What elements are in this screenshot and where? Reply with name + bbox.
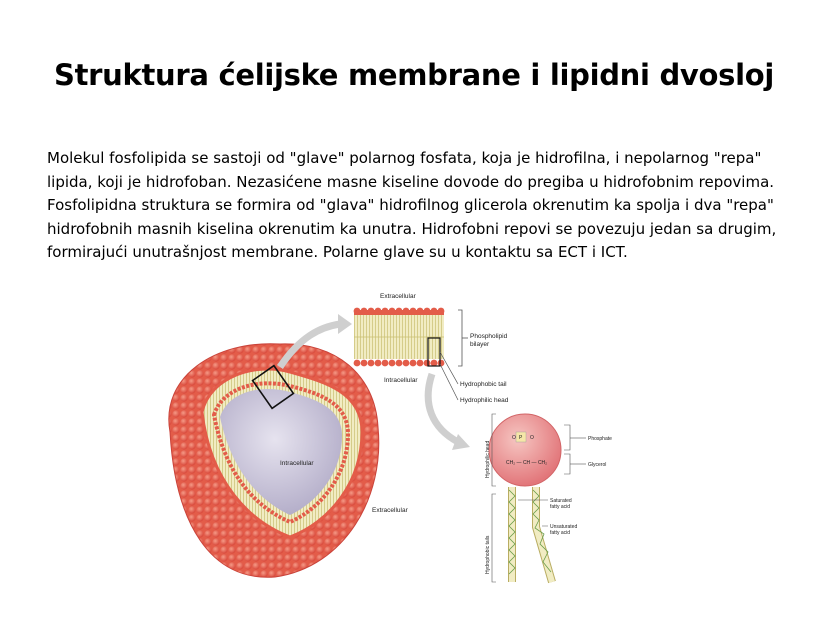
- membrane-figure: [140, 282, 680, 602]
- hydrophobic-tails-axis-label: Hydrophobic tails: [485, 535, 491, 574]
- hydrophilic-head-axis-label: Hydrophilic head: [485, 440, 491, 478]
- saturated-label-2: fatty acid: [550, 504, 571, 510]
- molecule-o2: O: [530, 435, 534, 441]
- molecule-p: P: [519, 435, 523, 441]
- zoom-arrow-1-head: [338, 314, 352, 334]
- molecule-o1: O: [512, 435, 516, 441]
- slide-body-text: Molekul fosfolipida se sastoji od "glave" polarnog fosfata, koja je hidrofilna, i nepolarnog "repa" lipida, koji je hidrofoban. Nezasićene masne kiseline dovode do pregiba u hidrofobnim repovima. Fosfolipidna struktura se formira od "glava" hidrofilnog glicerola okrenutim ka spolja i dva "repa" hidrofobnih masnih kiselina okrenutim ka unutra. Hidrofobni repovi se povezuju jedan sa drugim, formirajući unutrašnjost membrane. Polarne glave su u kontaktu sa ECT i ICT.: [47, 149, 777, 261]
- unsaturated-label-1: Unsaturated: [550, 524, 578, 530]
- glycerol-label: Glycerol: [588, 462, 607, 468]
- hydrophilic-head-label: Hydrophilic head: [460, 397, 509, 404]
- saturated-label-1: Saturated: [550, 498, 572, 504]
- phosphate-label: Phosphate: [588, 436, 612, 442]
- zoom-arrow-2: [428, 374, 458, 442]
- hydrophobic-tail-label: Hydrophobic tail: [460, 381, 507, 388]
- extracellular-top-label: Extracellular: [380, 293, 416, 300]
- unsaturated-label-2: fatty acid: [550, 530, 571, 536]
- intracellular-bilayer-label: Intracellular: [384, 377, 418, 384]
- intracellular-cell-label: Intracellular: [280, 460, 314, 467]
- membrane-diagram: [140, 282, 680, 602]
- slide-title: Struktura ćelijske membrane i lipidni dvosloj: [53, 58, 775, 92]
- extracellular-cell-label: Extracellular: [372, 507, 408, 514]
- phospholipid-molecule: [485, 414, 612, 582]
- phospholipid-label-2: bilayer: [470, 341, 490, 348]
- cell-sphere: [169, 344, 409, 578]
- phospholipid-label-1: Phospholipid: [470, 333, 508, 340]
- molecule-glycerol-formula: CH₂ — CH — CH₂: [506, 460, 548, 466]
